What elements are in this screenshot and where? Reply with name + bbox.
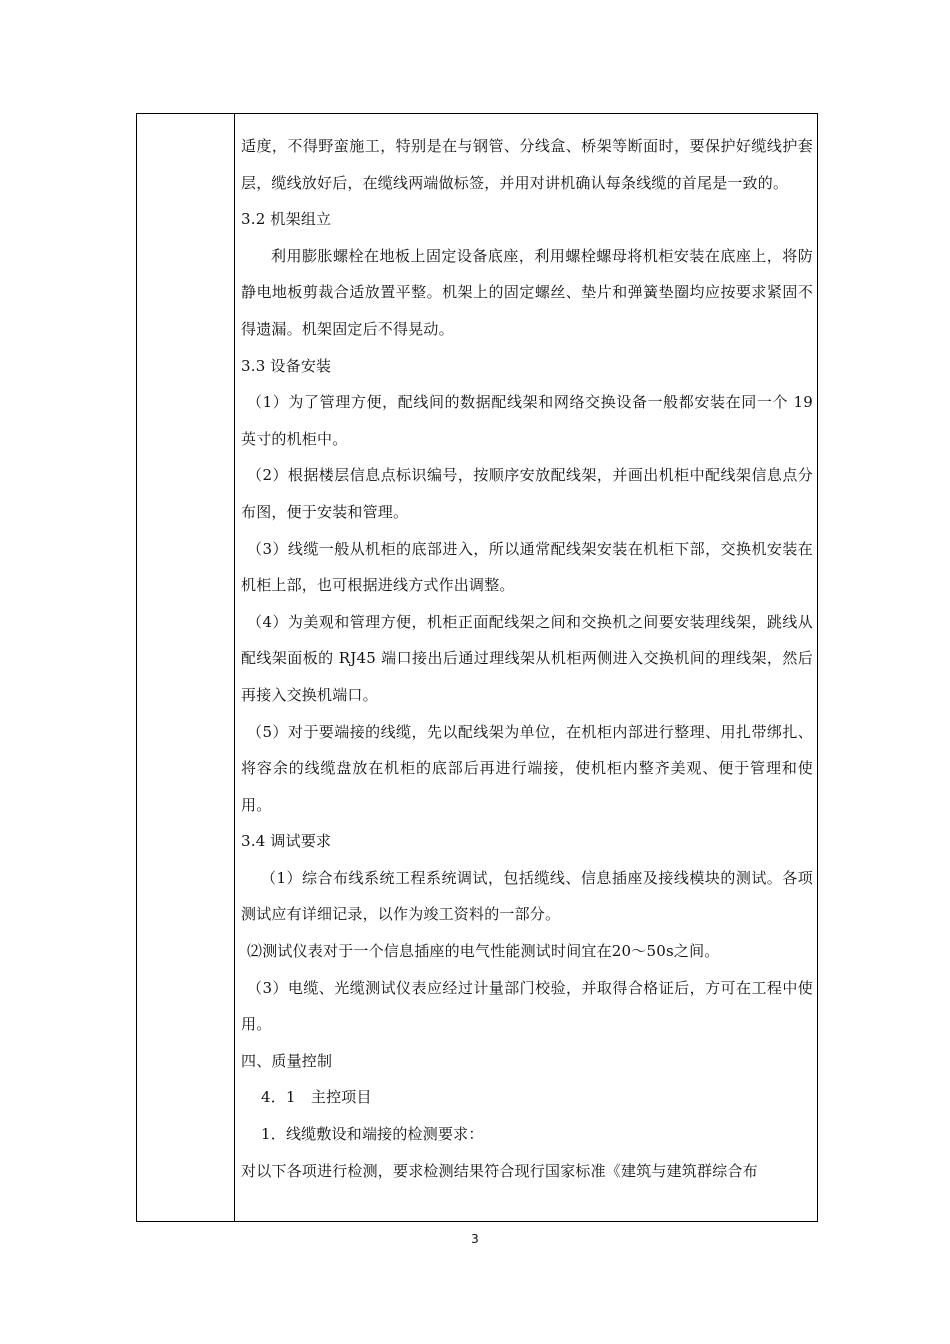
table-left-column bbox=[137, 114, 235, 1221]
paragraph-install-5: （5）对于要端接的线缆，先以配线架为单位，在机柜内部进行整理、用扎带绑扎、将容余的线缆盘放在机柜的底部后再进行端接，使机柜内整齐美观、便于管理和使用。 bbox=[241, 722, 813, 814]
heading-3-4-debug-requirements: 3.4 调试要求 bbox=[241, 832, 332, 851]
heading-3-2-rack-assembly: 3.2 机架组立 bbox=[241, 210, 332, 229]
page-number: 3 bbox=[471, 1232, 479, 1246]
paragraph-debug-3: （3）电缆、光缆测试仪表应经过计量部门校验，并取得合格证后，方可在工程中使用。 bbox=[241, 978, 813, 1034]
paragraph-install-1: （1）为了管理方便，配线间的数据配线架和网络交换设备一般都安装在同一个 19 英寸的机柜中。 bbox=[241, 393, 813, 448]
paragraph-install-3: （3）线缆一般从机柜的底部进入，所以通常配线架安装在机柜下部，交换机安装在机柜上部，也可根据进线方式作出调整。 bbox=[241, 539, 813, 595]
document-table bbox=[136, 113, 818, 1222]
heading-4-1-main-items: 4．1 主控项目 bbox=[261, 1088, 372, 1107]
paragraph-debug-1: （1）综合布线系统工程系统调试，包括缆线、信息插座及接线模块的测试。各项测试应有详细记录，以作为竣工资料的一部分。 bbox=[241, 868, 813, 924]
table-content-cell bbox=[241, 128, 813, 1189]
paragraph-rack-assembly: 利用膨胀螺栓在地板上固定设备底座，利用螺栓螺母将机柜安装在底座上，将防静电地板剪裁合适放置平整。机架上的固定螺丝、垫片和弹簧垫圈均应按要求紧固不得遗漏。机架固定后不得晃动。 bbox=[241, 246, 813, 338]
paragraph-install-4: （4）为美观和管理方便，机柜正面配线架之间和交换机之间要安装理线架，跳线从配线架面板的 RJ45 端口接出后通过理线架从机柜两侧进入交换机间的理线架，然后再接入交换机端口。 bbox=[241, 612, 813, 704]
paragraph-test-standard: 对以下各项进行检测，要求检测结果符合现行国家标准《建筑与建筑群综合布 bbox=[241, 1161, 758, 1180]
paragraph-install-2: （2）根据楼层信息点标识编号，按顺序安放配线架，并画出机柜中配线架信息点分布图，便于安装和管理。 bbox=[241, 466, 813, 521]
paragraph-debug-2: ⑵测试仪表对于一个信息插座的电气性能测试时间宜在20～50s之间。 bbox=[247, 942, 720, 961]
paragraph-cable-laying: 适度，不得野蛮施工，特别是在与钢管、分线盒、桥架等断面时，要保护好缆线护套层，缆线放好后，在缆线两端做标签，并用对讲机确认每条线缆的首尾是一致的。 bbox=[241, 137, 813, 192]
paragraph-cable-test-requirements: 1．线缆敷设和端接的检测要求： bbox=[261, 1125, 484, 1144]
heading-3-3-equipment-install: 3.3 设备安装 bbox=[241, 356, 332, 375]
heading-4-quality-control: 四、质量控制 bbox=[241, 1051, 333, 1070]
